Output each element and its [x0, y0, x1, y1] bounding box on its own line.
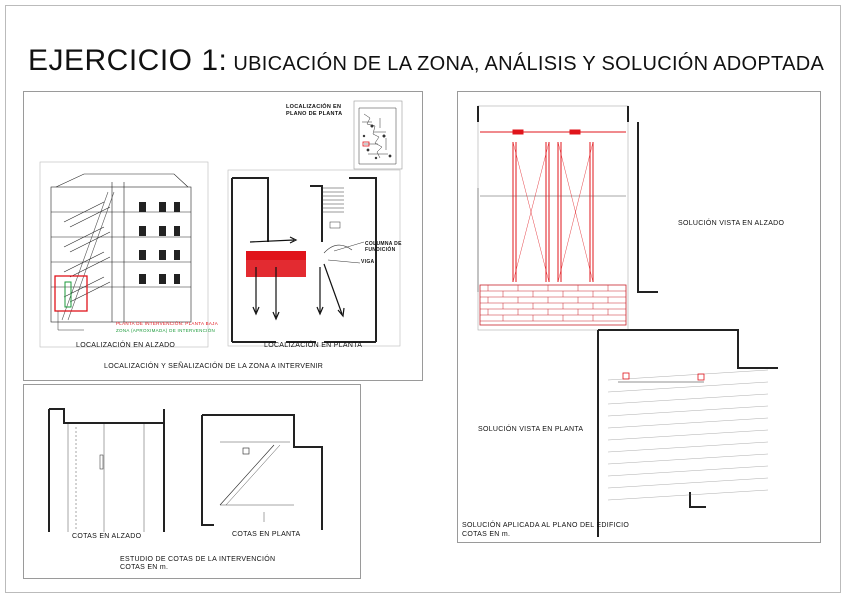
sol-units: COTAS EN m.: [462, 531, 511, 538]
plan-beam: [246, 251, 306, 260]
dim-units: COTAS EN m.: [120, 564, 169, 571]
solution-drawings: [458, 92, 822, 544]
panel-location: [23, 91, 423, 381]
sol-elevation-beams: [480, 130, 626, 282]
legend-red: PLANTA DE INTERVENCIÓN: PLANTA BAJA: [116, 321, 219, 326]
elevation-windows: [139, 202, 180, 284]
dimensions-drawings: [24, 385, 362, 580]
sol-plan-caption: SOLUCIÓN VISTA EN PLANTA: [478, 426, 584, 433]
sol-panel-caption: SOLUCIÓN APLICADA AL PLANO DEL EDIFICIO: [462, 522, 630, 529]
label-viga: VIGA: [361, 259, 375, 265]
panel-dimensions: [23, 384, 361, 579]
panel-solution: [457, 91, 821, 543]
legend-green: ZONA (APROXIMADA) DE INTERVENCIÓN: [116, 328, 216, 333]
sol-brick: [480, 285, 626, 325]
keyplan-caption: LOCALIZACIÓN EN PLANO DE PLANTA: [286, 104, 343, 117]
dim-plan-caption: COTAS EN PLANTA: [232, 531, 301, 538]
plan-stairs: [322, 188, 344, 228]
location-drawings: [24, 92, 424, 382]
sol-plan: [598, 330, 778, 537]
elevation-building: [51, 174, 191, 322]
dim-plan: [202, 415, 322, 530]
plan-caption: LOCALIZACIÓN EN PLANTA: [264, 342, 363, 349]
plan-arrows: [250, 237, 344, 319]
keyplan-frame: [354, 101, 402, 169]
dim-elevation-caption: COTAS EN ALZADO: [72, 533, 142, 540]
elevation-caption: LOCALIZACIÓN EN ALZADO: [76, 342, 176, 349]
dim-panel-caption: ESTUDIO DE COTAS DE LA INTERVENCIÓN: [120, 556, 276, 563]
sol-elevation-caption: SOLUCIÓN VISTA EN ALZADO: [678, 220, 785, 227]
sheet-title: [28, 44, 824, 78]
label-columna: COLUMNA DE FUNDICIÓN: [365, 241, 402, 253]
title-sub: UBICACIÓN DE LA ZONA, ANÁLISIS Y SOLUCIÓN ADOPTADA: [233, 53, 825, 75]
title-main: EJERCICIO 1:: [28, 44, 228, 77]
location-panel-caption: LOCALIZACIÓN Y SEÑALIZACIÓN DE LA ZONA A INTERVENIR: [104, 363, 324, 370]
dim-elevation: [49, 409, 164, 532]
